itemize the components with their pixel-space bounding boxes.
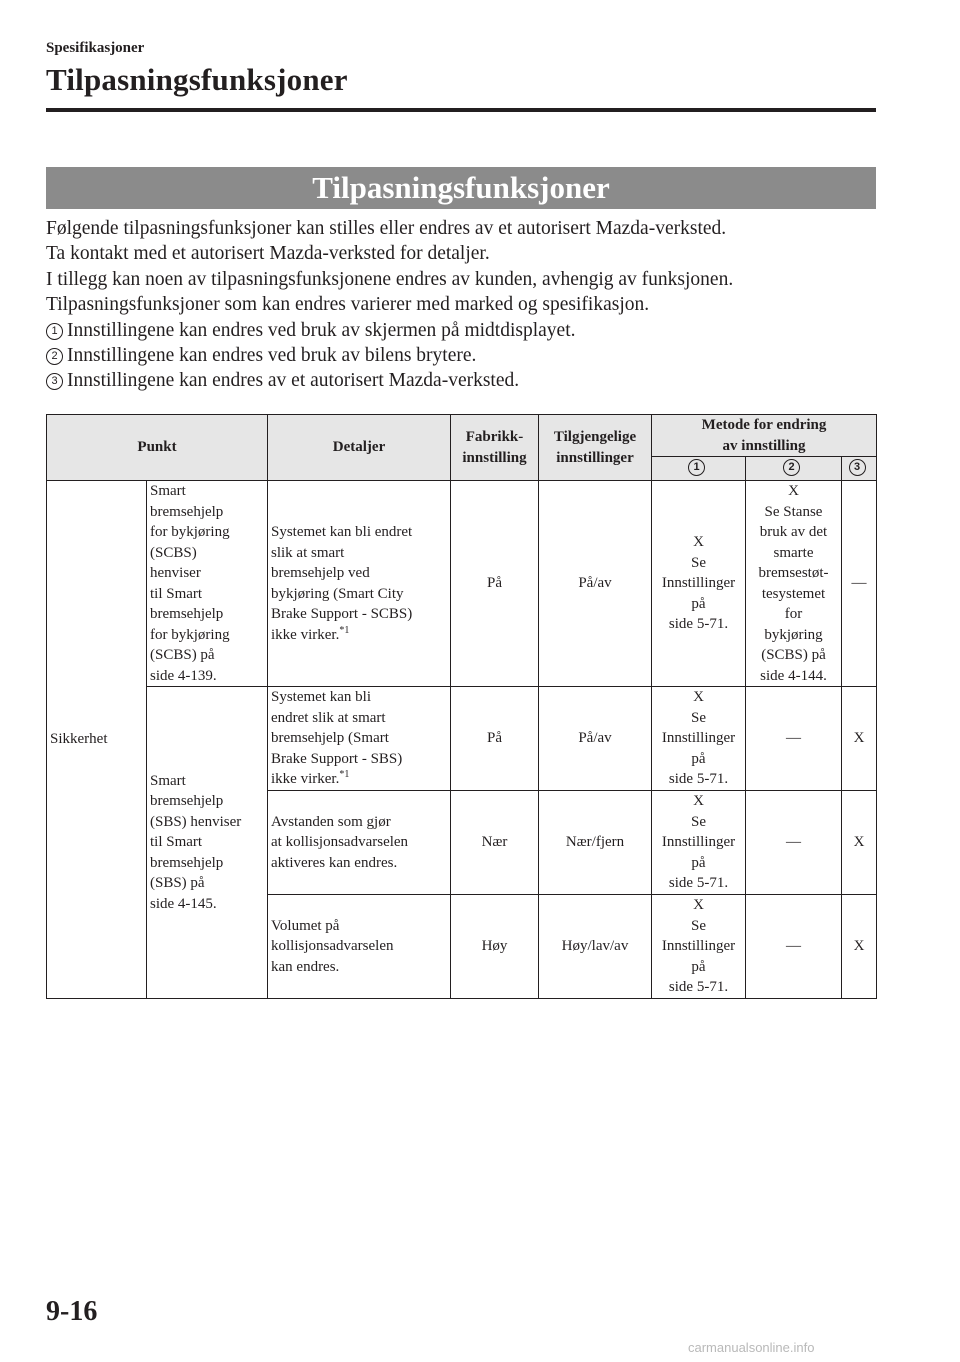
method-1-cell: X Se Innstillinger på side 5-71. bbox=[652, 687, 746, 791]
circled-number-1-icon: 1 bbox=[688, 459, 705, 476]
method-line-2 bbox=[46, 343, 886, 368]
factory-cell: På bbox=[451, 687, 539, 791]
factory-cell: Høy bbox=[451, 895, 539, 999]
header-method-3 bbox=[842, 457, 877, 481]
method-2-cell: — bbox=[746, 791, 842, 895]
footnote-ref: *1 bbox=[339, 624, 350, 636]
circled-number-3-icon: 3 bbox=[46, 373, 63, 390]
table-row bbox=[47, 687, 877, 791]
page-number: 9-16 bbox=[46, 1296, 98, 1327]
intro-line: I tillegg kan noen av tilpasningsfunksjonene endres av kunden, avhengig av funksjonen. bbox=[46, 268, 734, 290]
header-metode: Metode for endring av innstilling bbox=[652, 415, 877, 457]
detail-cell: Systemet kan bli endret slik at smart bremsehjelp (Smart Brake Support - SBS) ikke virker.$^{*1}$ bbox=[268, 687, 451, 791]
method-text: Innstillingene kan endres ved bruk av skjermen på midtdisplayet. bbox=[67, 319, 576, 341]
header-method-2 bbox=[746, 457, 842, 481]
method-line-3 bbox=[46, 368, 886, 393]
intro-line: Følgende tilpasningsfunksjoner kan stilles eller endres av et autorisert Mazda-verksted. bbox=[46, 218, 727, 239]
method-3-cell: — bbox=[842, 481, 877, 687]
available-cell: Nær/fjern bbox=[539, 791, 652, 895]
method-3-cell: X bbox=[842, 895, 877, 999]
watermark: carmanualsonline.info bbox=[688, 1340, 815, 1355]
intro-line: Tilpasningsfunksjoner som kan endres varierer med marked og spesifikasjon. bbox=[46, 294, 650, 316]
detail-cell: Avstanden som gjør at kollisjonsadvarselen aktiveres kan endres. bbox=[268, 791, 451, 895]
section-banner: Tilpasningsfunksjoner bbox=[46, 167, 876, 209]
detail-cell: Volumet på kollisjonsadvarselen kan endres. bbox=[268, 895, 451, 999]
header-tilgjengelige: Tilgjengelige innstillinger bbox=[539, 415, 652, 481]
intro-text bbox=[46, 216, 886, 394]
method-1-cell: X Se Innstillinger på side 5-71. bbox=[652, 895, 746, 999]
available-cell: På/av bbox=[539, 481, 652, 687]
category-cell: Sikkerhet bbox=[47, 481, 147, 999]
method-2-cell: — bbox=[746, 687, 842, 791]
header-detaljer: Detaljer bbox=[268, 415, 451, 481]
group-cell: Smart bremsehjelp for bykjøring (SCBS) henviser til Smart bremsehjelp for bykjøring (SCBS) på side 4-139. bbox=[147, 481, 268, 687]
method-3-cell: X bbox=[842, 687, 877, 791]
available-cell: På/av bbox=[539, 687, 652, 791]
section-label: Spesifikasjoner bbox=[46, 40, 145, 56]
header-fabrikk: Fabrikk- innstilling bbox=[451, 415, 539, 481]
detail-cell: Systemet kan bli endret slik at smart bremsehjelp ved bykjøring (Smart City Brake Support - SCBS) ikke virker.$^{*1}$ bbox=[268, 481, 451, 687]
header-punkt: Punkt bbox=[47, 415, 268, 481]
circled-number-2-icon: 2 bbox=[46, 348, 63, 365]
method-1-cell: X Se Innstillinger på side 5-71. bbox=[652, 481, 746, 687]
method-line-1 bbox=[46, 318, 886, 343]
intro-line: Ta kontakt med et autorisert Mazda-verksted for detaljer. bbox=[46, 243, 490, 265]
method-2-cell: X Se Stanse bruk av det smarte bremsestøt- tesystemet for bykjøring (SCBS) på side 4-144. bbox=[746, 481, 842, 687]
customization-table bbox=[46, 414, 877, 999]
method-3-cell: X bbox=[842, 791, 877, 895]
circled-number-3-icon: 3 bbox=[849, 459, 866, 476]
circled-number-2-icon: 2 bbox=[783, 459, 800, 476]
page-title: Tilpasningsfunksjoner bbox=[46, 62, 348, 97]
group-cell: Smart bremsehjelp (SBS) henviser til Smart bremsehjelp (SBS) på side 4-145. bbox=[147, 687, 268, 999]
factory-cell: Nær bbox=[451, 791, 539, 895]
footnote-ref: *1 bbox=[339, 769, 350, 781]
circled-number-1-icon: 1 bbox=[46, 323, 63, 340]
method-1-cell: X Se Innstillinger på side 5-71. bbox=[652, 791, 746, 895]
method-text: Innstillingene kan endres ved bruk av bilens brytere. bbox=[67, 345, 477, 367]
header-method-1 bbox=[652, 457, 746, 481]
table-row bbox=[47, 481, 877, 687]
method-2-cell: — bbox=[746, 895, 842, 999]
method-text: Innstillingene kan endres av et autorisert Mazda-verksted. bbox=[67, 370, 520, 392]
factory-cell: På bbox=[451, 481, 539, 687]
available-cell: Høy/lav/av bbox=[539, 895, 652, 999]
title-rule bbox=[46, 108, 876, 112]
